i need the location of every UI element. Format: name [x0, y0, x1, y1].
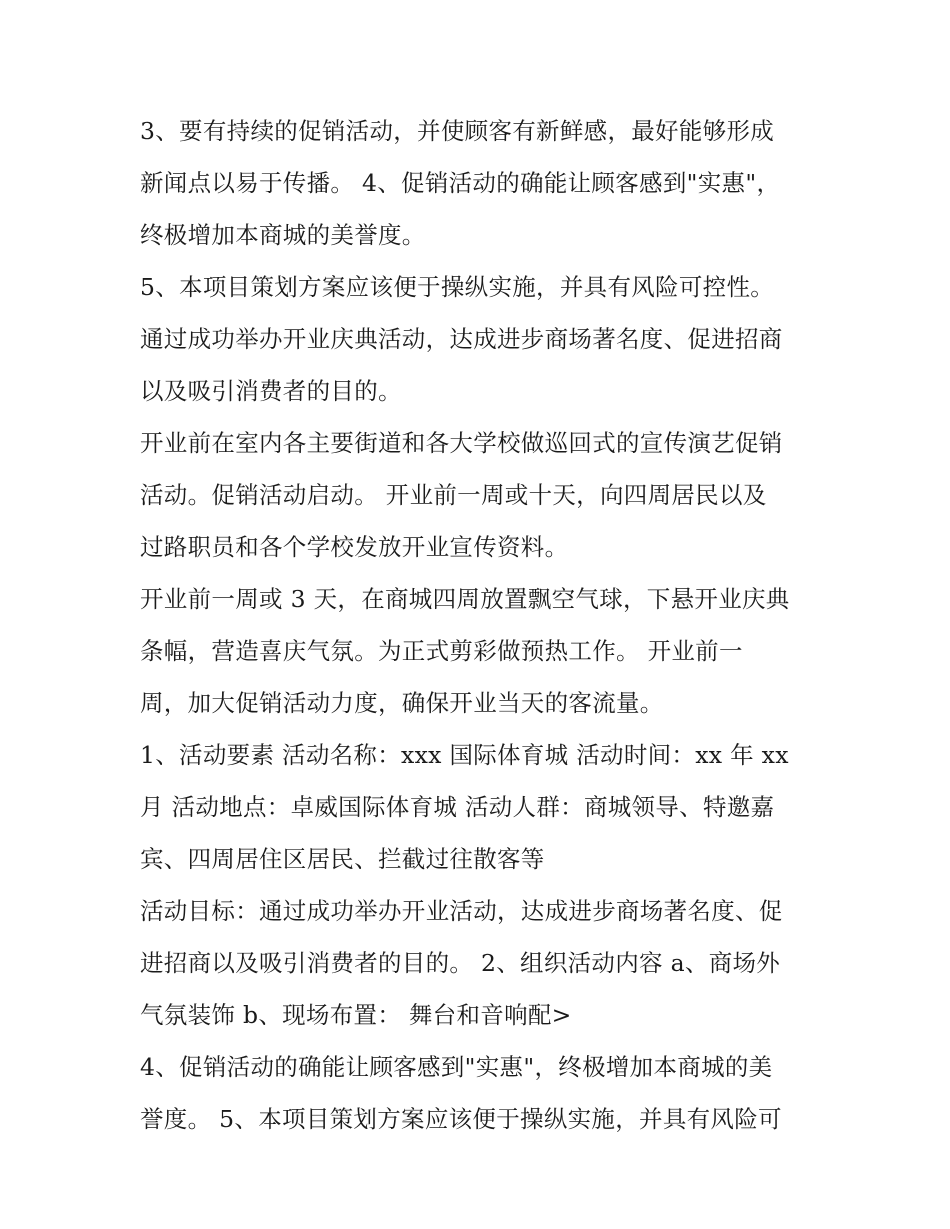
text-line: 新闻点以易于传播。 4、促销活动的确能让顾客感到"实惠"，: [140, 169, 781, 197]
text-line: 3、要有持续的促销活动，并使顾客有新鲜感，最好能够形成: [140, 117, 775, 145]
text-line: 宾、四周居住区居民、拦截过往散客等: [140, 845, 545, 873]
text-line: 活动目标：通过成功举办开业活动，达成进步商场著名度、促: [140, 897, 783, 925]
text-line: 以及吸引消费者的目的。: [140, 377, 402, 405]
text-line: 5、本项目策划方案应该便于操纵实施，并具有风险可控性。: [140, 273, 775, 301]
text-line: 进招商以及吸引消费者的目的。 2、组织活动内容 a、商场外: [140, 949, 781, 977]
text-line: 过路职员和各个学校发放开业宣传资料。: [140, 533, 569, 561]
text-line: 条幅，营造喜庆气氛。为正式剪彩做预热工作。 开业前一: [140, 637, 743, 665]
text-line: 誉度。 5、本项目策划方案应该便于操纵实施，并具有风险可: [140, 1105, 782, 1133]
text-line: 开业前一周或 3 天，在商城四周放置飘空气球，下悬开业庆典: [140, 585, 790, 613]
text-line: 月 活动地点：卓威国际体育城 活动人群：商城领导、特邀嘉: [140, 793, 775, 821]
text-line: 终极增加本商城的美誉度。: [140, 221, 426, 249]
text-line: 4、促销活动的确能让顾客感到"实惠"，终极增加本商城的美: [140, 1053, 773, 1081]
text-line: 开业前在室内各主要街道和各大学校做巡回式的宣传演艺促销: [140, 429, 783, 457]
text-line: 活动。促销活动启动。 开业前一周或十天，向四周居民以及: [140, 481, 767, 509]
text-line: 周，加大促销活动力度，确保开业当天的客流量。: [140, 689, 664, 717]
text-line: 气氛装饰 b、现场布置： 舞台和音响配>: [140, 1001, 572, 1029]
text-line: 通过成功举办开业庆典活动，达成进步商场著名度、促进招商: [140, 325, 783, 353]
body-text: [140, 108, 830, 1148]
text-line: 1、活动要素 活动名称：xxx 国际体育城 活动时间：xx 年 xx: [140, 741, 789, 769]
